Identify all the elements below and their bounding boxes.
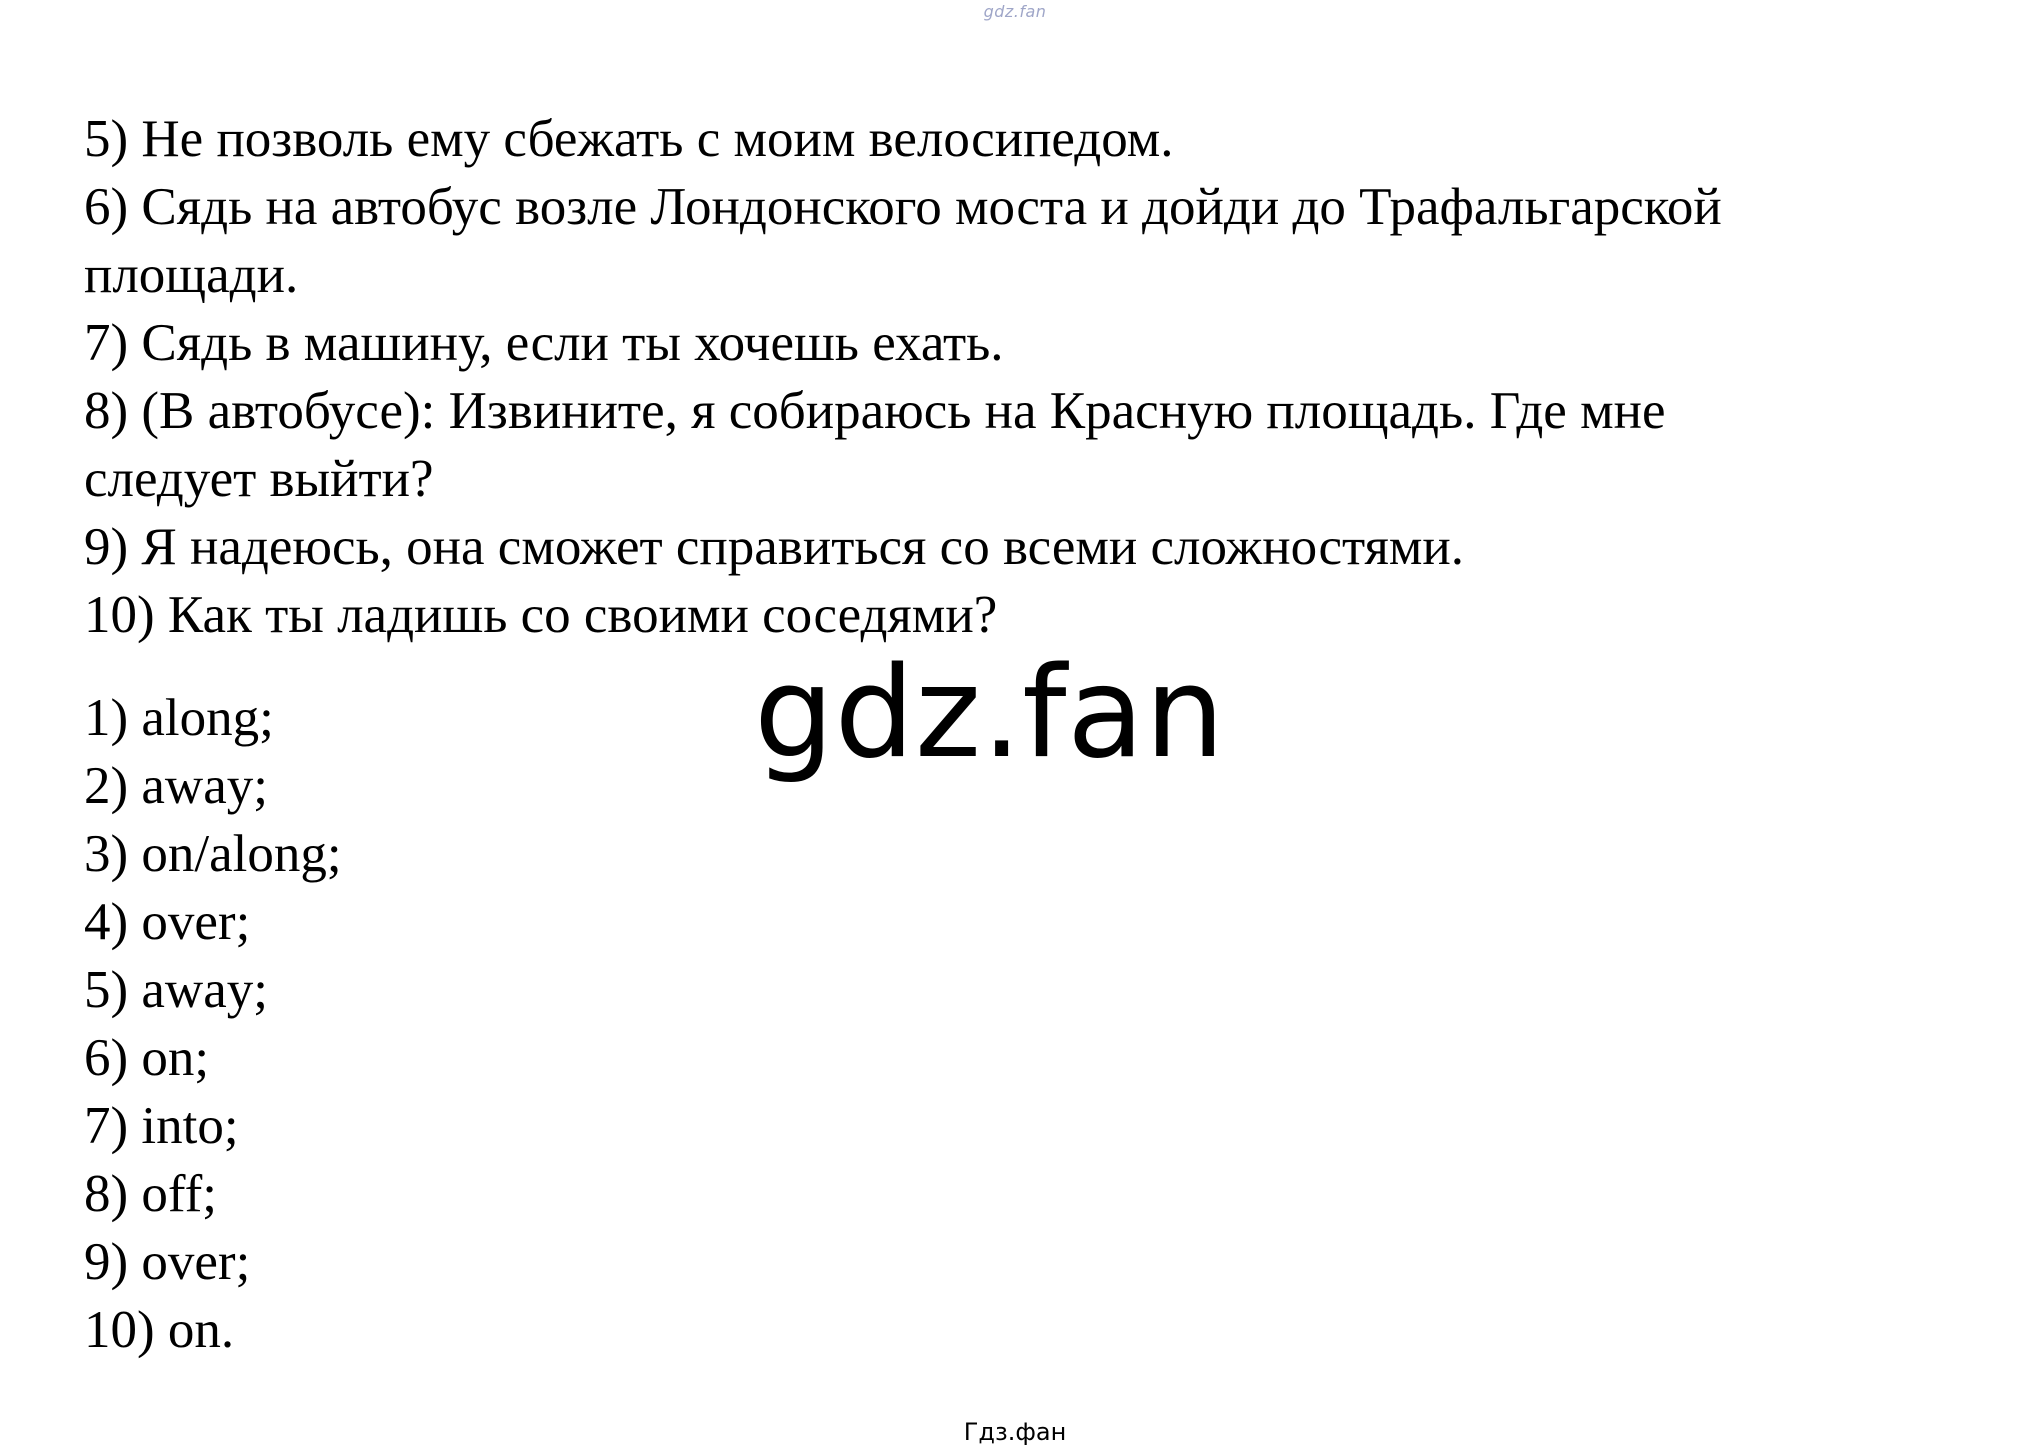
translation-line: 6) Сядь на автобус возле Лондонского моста и дойди до Трафальгарской [84,178,1722,236]
answer-item: 6) on; [84,1029,210,1087]
translation-line: площади. [84,246,299,304]
answer-item: 2) away; [84,757,268,815]
translation-line: 8) (В автобусе): Извините, я собираюсь на Красную площадь. Где мне [84,382,1666,440]
answer-item: 9) over; [84,1233,251,1291]
center-watermark: gdz.fan [754,639,1226,786]
translation-line: 7) Сядь в машину, если ты хочешь ехать. [84,314,1004,372]
answer-item: 5) away; [84,961,268,1019]
answer-item: 7) into; [84,1097,239,1155]
footer-watermark: Гдз.фан [963,1418,1067,1446]
translation-line: 5) Не позволь ему сбежать с моим велосипедом. [84,110,1174,168]
translation-line: следует выйти? [84,450,434,508]
answer-item: 4) over; [84,893,251,951]
translation-line: 9) Я надеюсь, она сможет справиться со всеми сложностями. [84,518,1464,576]
translation-line: 10) Как ты ладишь со своими соседями? [84,586,998,644]
header-watermark: gdz.fan [983,2,1047,21]
answer-item: 1) along; [84,689,274,747]
answer-item: 10) on. [84,1301,235,1359]
answer-item: 3) on/along; [84,825,342,883]
answer-item: 8) off; [84,1165,217,1223]
